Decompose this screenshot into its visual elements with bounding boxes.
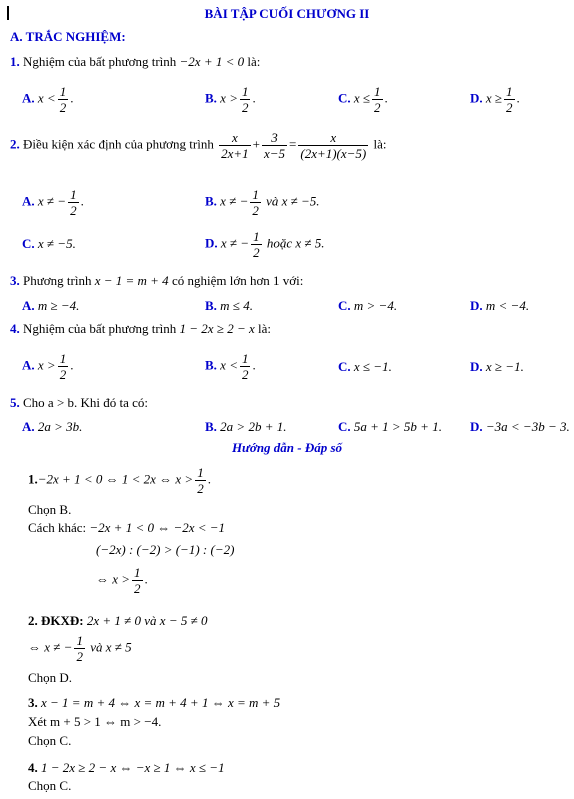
solution-1-line-1: 1.−2x + 1 < 0 ⇔ 1 < 2x ⇔ x > $\frac{1}{2}$ . xyxy=(28,465,211,496)
solution-number: 1. xyxy=(28,471,38,487)
solution-1-alt-3: ⇔ x > $\frac{1}{2}$ . xyxy=(96,565,148,596)
question-1 xyxy=(10,54,260,70)
solution-2-choice: Chọn D. xyxy=(28,670,73,685)
question-expression: −2x + 1 < 0 xyxy=(179,54,245,69)
question-number: 3. xyxy=(10,273,20,288)
option-label: A. xyxy=(22,90,35,106)
fraction: $\frac{1}{2}$ xyxy=(59,84,67,115)
question-expression: x − 1 = m + 4 xyxy=(94,273,169,288)
fraction: $\frac{1}{2}$ xyxy=(59,351,67,382)
option-label: B. xyxy=(205,298,217,313)
fraction: $\frac{x}{(2x+1)(x-5)}$ xyxy=(300,130,367,161)
q1-option-b: B. x > $\frac{1}{2}$ . xyxy=(205,84,256,115)
option-text: x ≠ −5. xyxy=(37,236,76,251)
page-title: BÀI TẬP CUỐI CHƯƠNG II xyxy=(204,6,370,21)
option-label: C. xyxy=(338,90,351,106)
question-text: Phương trình xyxy=(19,273,95,288)
option-text: x ≠ − xyxy=(220,193,249,209)
q1-option-a: A. x < $\frac{1}{2}$ . xyxy=(22,84,74,115)
solution-number: 2. xyxy=(28,613,38,628)
q2-option-a: A. x ≠ − $\frac{1}{2}$ . xyxy=(22,187,84,218)
fraction: $\frac{1}{2}$ xyxy=(374,84,381,115)
question-tail: là: xyxy=(254,321,272,336)
option-label: B. xyxy=(205,357,217,373)
option-text: x > xyxy=(37,357,56,373)
fraction: $\frac{1}{2}$ xyxy=(197,465,204,496)
question-tail: là: xyxy=(244,54,261,69)
option-text: m ≥ −4. xyxy=(37,298,80,313)
solutions-heading: Hướng dẫn - Đáp số xyxy=(231,440,343,455)
q5-option-d xyxy=(470,419,570,435)
fraction: $\frac{1}{2}$ xyxy=(134,565,141,596)
q3-option-b xyxy=(205,298,253,314)
option-text: 2a > 2b + 1. xyxy=(220,419,287,434)
fraction: $\frac{1}{2}$ xyxy=(253,229,260,260)
q4-option-c xyxy=(338,359,392,375)
option-text: 2a > 3b. xyxy=(37,419,83,434)
fraction: $\frac{1}{2}$ xyxy=(70,187,77,218)
solution-3-line-1: 3. x − 1 = m + 4 ⇔ x = m + 4 + 1 ⇔ x = m + 5 xyxy=(28,695,281,710)
q4-option-b: B. x < $\frac{1}{2}$ . xyxy=(205,351,256,382)
option-text: x ≠ − xyxy=(220,235,250,251)
q3-option-d xyxy=(470,298,529,314)
q2-option-c xyxy=(22,236,76,252)
question-text: Nghiệm của bất phương trình xyxy=(19,54,180,69)
option-text: x < xyxy=(37,90,56,106)
option-text: x ≥ xyxy=(485,90,503,106)
option-text: −3a < −3b − 3. xyxy=(485,419,570,434)
question-number: 5. xyxy=(10,395,20,410)
question-number: 1. xyxy=(10,54,20,69)
option-label: A. xyxy=(22,419,35,434)
option-label: D. xyxy=(205,235,218,251)
option-text: 5a + 1 > 5b + 1. xyxy=(353,419,442,434)
option-label: B. xyxy=(205,193,217,209)
question-3 xyxy=(10,273,303,289)
option-text: m < −4. xyxy=(485,298,530,313)
q5-option-c xyxy=(338,419,442,435)
solution-3-choice: Chọn C. xyxy=(28,733,72,748)
fraction: $\frac{x}{2x+1}$ xyxy=(221,130,249,161)
solution-2-line-1: 2. ĐKXĐ: 2x + 1 ≠ 0 và x − 5 ≠ 0 xyxy=(28,613,208,628)
option-label: B. xyxy=(205,419,217,434)
fraction: $\frac{1}{2}$ xyxy=(241,351,249,382)
option-text: x > xyxy=(220,90,238,106)
question-2: 2. Điều kiện xác định của phương trình $\frac{x}{2x+1}$ + $\frac{3}{x-5}$ = $\frac{x}{(2x+1)(x-5)}$ là: xyxy=(10,130,387,161)
question-expression: 1 − 2x ≥ 2 − x xyxy=(179,321,255,336)
solution-1-choice: Chọn B. xyxy=(28,502,72,517)
fraction: $\frac{3}{x-5}$ xyxy=(263,130,286,161)
q1-option-d: D. x ≥ $\frac{1}{2}$ . xyxy=(470,84,520,115)
option-text: x ≤ −1. xyxy=(353,359,392,374)
option-label: A. xyxy=(22,357,35,373)
q5-option-a xyxy=(22,419,82,435)
question-tail: là: xyxy=(370,136,387,152)
q3-option-a xyxy=(22,298,79,314)
q4-option-d xyxy=(470,359,524,375)
q2-option-d: D. x ≠ − $\frac{1}{2}$ hoặc x ≠ 5. xyxy=(205,229,325,260)
q1-option-c: C. x ≤ $\frac{1}{2}$ . xyxy=(338,84,388,115)
option-label: D. xyxy=(470,419,483,434)
option-label: C. xyxy=(338,359,351,374)
question-text: Nghiệm của bất phương trình xyxy=(19,321,180,336)
fraction: $\frac{1}{2}$ xyxy=(252,187,259,218)
q5-option-b xyxy=(205,419,286,435)
option-label: B. xyxy=(205,90,217,106)
option-text: x ≥ −1. xyxy=(485,359,524,374)
option-label: D. xyxy=(470,90,483,106)
option-text: m ≤ 4. xyxy=(220,298,253,313)
solution-number: 4. xyxy=(28,760,38,775)
question-5 xyxy=(10,395,148,411)
solution-1-alt-2: (−2x) : (−2) > (−1) : (−2) xyxy=(96,542,235,557)
solution-1-alt: Cách khác: −2x + 1 < 0 ⇔ −2x < −1 xyxy=(28,520,226,535)
solution-4-choice: Chọn C. xyxy=(28,778,72,793)
question-text: Điều kiện xác định của phương trình xyxy=(19,136,218,152)
question-4 xyxy=(10,321,271,337)
q3-option-c xyxy=(338,298,397,314)
q4-option-a: A. x > $\frac{1}{2}$ . xyxy=(22,351,74,382)
option-label: A. xyxy=(22,193,35,209)
fraction: $\frac{1}{2}$ xyxy=(241,84,249,115)
question-number: 4. xyxy=(10,321,20,336)
option-label: C. xyxy=(338,419,351,434)
option-text: x ≤ xyxy=(353,90,371,106)
option-label: D. xyxy=(470,298,483,313)
solution-3-line-2: Xét m + 5 > 1 ⇔ m > −4. xyxy=(28,714,162,729)
option-label: D. xyxy=(470,359,483,374)
fraction: $\frac{1}{2}$ xyxy=(76,633,83,664)
question-tail: có nghiệm lớn hơn 1 với: xyxy=(168,273,304,288)
solution-2-line-2: ⇔ x ≠ − $\frac{1}{2}$ và x ≠ 5 xyxy=(28,633,132,664)
question-text: Cho a > b. Khi đó ta có: xyxy=(19,395,149,410)
solution-4-line-1: 4. 1 − 2x ≥ 2 − x ⇔ −x ≥ 1 ⇔ x ≤ −1 xyxy=(28,760,225,775)
option-text: m > −4. xyxy=(353,298,398,313)
section-heading: A. TRẮC NGHIỆM: xyxy=(10,29,126,44)
option-text: x < xyxy=(220,357,238,373)
option-label: C. xyxy=(22,236,35,251)
solution-number: 3. xyxy=(28,695,38,710)
option-text: x ≠ − xyxy=(37,193,67,209)
question-number: 2. xyxy=(10,136,20,152)
fraction: $\frac{1}{2}$ xyxy=(506,84,513,115)
option-label: A. xyxy=(22,298,35,313)
q2-option-b: B. x ≠ − $\frac{1}{2}$ và x ≠ −5. xyxy=(205,187,320,218)
option-label: C. xyxy=(338,298,351,313)
